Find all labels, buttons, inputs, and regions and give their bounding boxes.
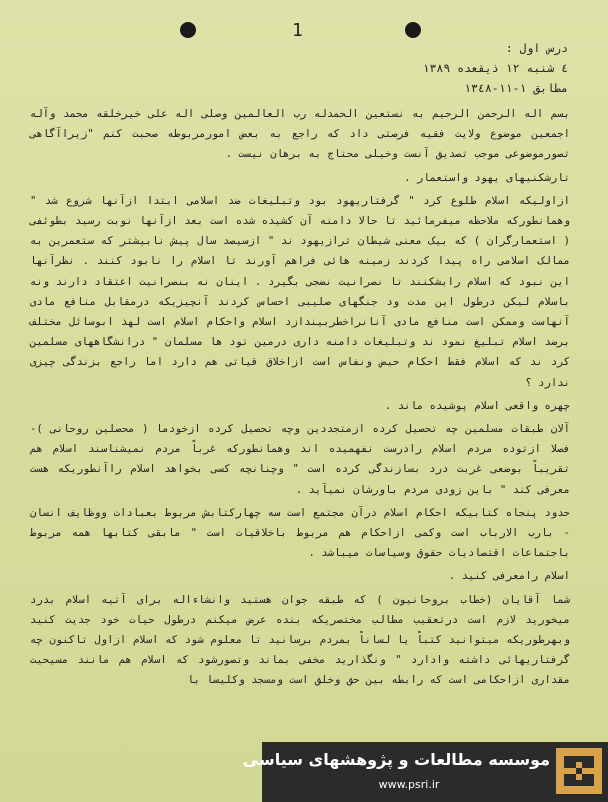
document-body — [30, 104, 570, 691]
section-heading-true-face: چهره واقعی اسلام پوشیده ماند . — [385, 399, 570, 412]
paragraph-history: ازاولیکه اسلام طلوع کرد " گرفتاریهود بود وتبلیغات ضد اسلامی ابتدا ازآنها شروع شد " وهمانطورکه ملاحظه میفرمائید تا حالا دامنه آن کشیده شده است بعد ازآنها نوبت رسید بطوئفی ( استعمارگران ) که بیک معنی شیطان ترازیهود ند " ازسیصد سال پیش نابیشتر که ستعمرین به ممالک اسلامی راه پیدا کردند زمینه هائی فراهم آورند تا اسلام را نابود کنند . نظرآنها این نبود که اسلام رابشکنند تا نصرانیت نضجی بگیرد . اینان نه بنصرانیت اعتقاد دارند ونه باسلام لیکن درطول این مدت ود جنگهای صلیبی احساس کردند آنچیزیکه درمقابل منافع مادی آنهاست وممکن است منافع مادی آنانراخطربیندازد اسلام واحکام اسلام است لهذ ابوسائل مختلف برضد اسلام تبلیغ نمود ند وتبلیغات دامنه داری درمین تود ها مسلمان " درانشگاههای مسلمین کرد ند که اسلام فقط احکام حیض ونفاس است ازاخلاق قیاتی هم دارد اما راجع بزندگی چیزی ندارد ؟ — [30, 194, 570, 389]
watermark-url: www.psri.ir — [378, 778, 440, 791]
institute-watermark — [242, 742, 608, 802]
page-number: 1 — [292, 20, 303, 41]
paragraph-fifty-books: حدود پنجاه کتابیکه احکام اسلام درآن مجتمع است سه چهارکتابش مربوط بعبادات ووظایف انسان - بارب الارباب است وکمی ازاحکام هم مربوط باخلاقیات است " مابقی کتابها همه مربوط باجتماعات اقتصادیات حقوق وسیاسات میباشد . — [30, 506, 570, 560]
punch-hole-left — [180, 22, 196, 38]
paragraph-muslim-classes: آلان طبقات مسلمین چه تحصیل کرده ازمتجددین وچه تحصیل کرده ازخودما ( محصلین روحانی )- فصلا ازتوده مردم اسلام رادرست نفهمیده اند وهمانطورکه غرباً مردم نمیشناسند اسلام هم تقریباً بوضعی غربت درد بسازندگی کرده است " وچنانچه کسی بخواهد اسلام راآنطوریکه هست معرفی کند " باین زودی مردم باورشان نمیآید . — [30, 423, 570, 496]
section-heading-jews-colonialism: تارشکنیهای یهود واستعمار . — [404, 171, 570, 184]
paragraph-address-clergy: شما آقایان (خطاب بروحانیون ) که طبقه جوان هستید وانشاءاله برای آتیه اسلام بدرد میخورید لازم است درتعقیب مطالب مختصریکه بنده عرض میکنم درطول حیات خود جدیت کنید وبهرطوریکه میتوانید کتباً یا لساناً بمردم برسانید تا معلوم شود که اسلام ازاول تاکنون چه گرفتاریهائی داشته وادارد " ونگذارید مخفی بماند وتصورشود که اسلام هم مانند مسیحیت مقداری ازاحکامی است که رابطه بین حق وخلق است ومسجد وکلیسا با — [30, 593, 570, 687]
punch-hole-right — [405, 22, 421, 38]
lesson-heading: درس اول : — [505, 41, 568, 55]
date-shamsi: مطابق ١-١١-١٣٤٨ — [464, 81, 568, 95]
paragraph-intro: بسم اله الرحمن الرحیم به نستعین الحمدله رب العالمین وصلی اله علی خیرخلقه محمد وآله اجمعین موضوع ولایت فقیه فرصتی داد که راجع به بعض امورمربوطه صحبت کنم "زیراآگاهی تصورموضوعی موجب تصدیق آنست وخیلی محتاج به برهان نیست . — [30, 108, 570, 161]
section-heading-introduce-islam: اسلام رامعرفی کنید . — [448, 570, 570, 583]
date-hijri: ٤ شنبه ١٢ ذیقعده ١٣٨٩ — [422, 61, 568, 75]
document-header — [328, 38, 568, 98]
watermark-title: موسسه مطالعات و پژوهشهای سیاسی — [242, 750, 550, 769]
institute-logo-icon — [556, 748, 602, 794]
